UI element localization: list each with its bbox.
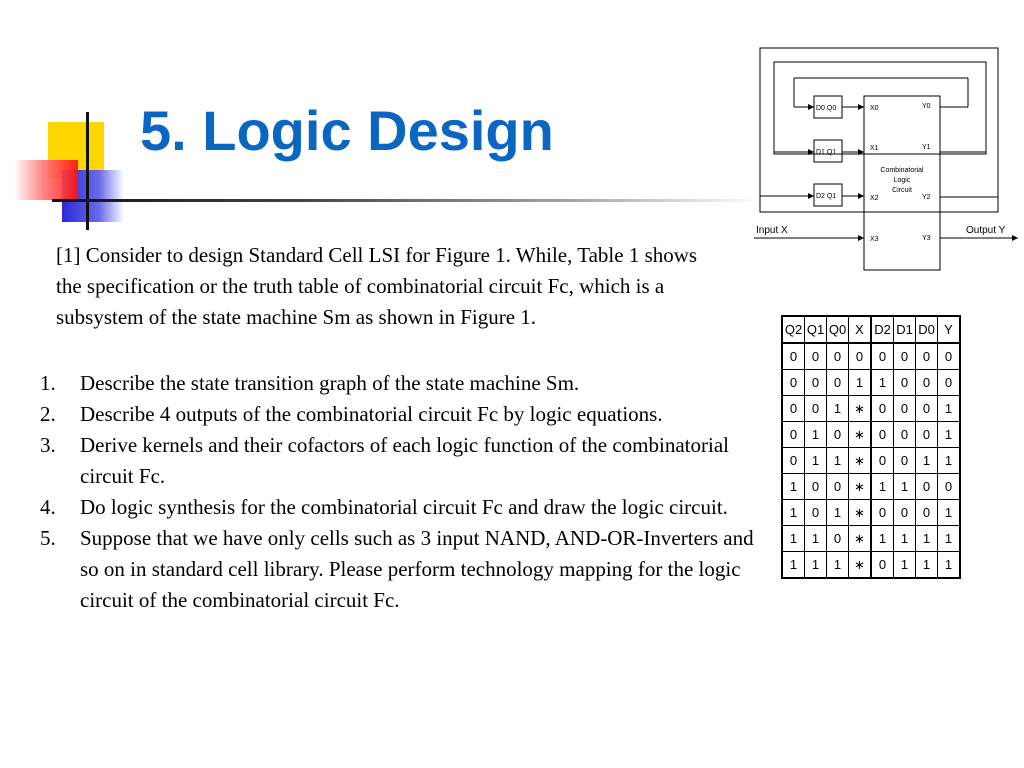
header-d1: D1 [894,316,916,343]
table-cell: 0 [827,422,849,448]
table-cell: 0 [805,370,827,396]
table-cell: 0 [938,474,961,500]
table-cell: 0 [805,343,827,370]
table-cell: 1 [938,526,961,552]
header-x: X [849,316,872,343]
task-item [36,523,771,616]
ff0-label: D0 Q0 [816,105,837,112]
table-cell: ∗ [849,552,872,579]
table-cell: 0 [849,343,872,370]
header-q2: Q2 [782,316,805,343]
table-cell: ∗ [849,396,872,422]
block-output-y2: Y2 [922,194,931,201]
task-item [36,399,771,430]
table-cell: ∗ [849,422,872,448]
output-y-label: Output Y [966,225,1006,236]
task-text: Derive kernels and their cofactors of each logic function of the combinatorial circuit Fc. [80,433,729,488]
input-x-label: Input X [756,225,788,236]
table-cell: ∗ [849,474,872,500]
task-list [36,368,771,616]
intro-paragraph: [1] Consider to design Standard Cell LSI for Figure 1. While, Table 1 shows the specification or the truth table of combinatorial circuit Fc, which is a subsystem of the state machine Sm as shown in Figure 1. [56,243,698,329]
ff1-label: D1 Q1 [816,149,837,156]
table-cell: 1 [938,396,961,422]
table-cell: 0 [827,343,849,370]
block-output-y1: Y1 [922,144,931,151]
table-cell: 0 [805,500,827,526]
table-cell: 1 [894,526,916,552]
block-output-y3: Y3 [922,235,931,242]
table-cell: 0 [894,422,916,448]
table-cell: 0 [894,396,916,422]
table-cell: 0 [916,396,938,422]
table-cell: 0 [827,526,849,552]
table-cell: 0 [782,370,805,396]
table-row [782,474,960,500]
table-cell: 1 [871,526,894,552]
table-cell: 1 [916,552,938,579]
table-cell: 0 [871,422,894,448]
table-cell: 1 [827,396,849,422]
block-label-line1: Combinatorial [880,167,924,174]
task-text: Do logic synthesis for the combinatorial circuit Fc and draw the logic circuit. [80,495,728,519]
table-cell: 1 [782,526,805,552]
table-cell: 1 [782,500,805,526]
header-d0: D0 [916,316,938,343]
task-number: 4. [40,495,56,519]
table-cell: ∗ [849,500,872,526]
table-cell: 0 [827,370,849,396]
table-row [782,343,960,370]
block-output-y0: Y0 [922,103,931,110]
table-cell: 0 [916,422,938,448]
table-row [782,500,960,526]
table-cell: 1 [916,448,938,474]
table-cell: 0 [827,474,849,500]
table-cell: 1 [938,422,961,448]
table-cell: 1 [849,370,872,396]
table-row [782,552,960,579]
state-machine-diagram [750,44,1022,274]
table-row [782,370,960,396]
task-item [36,368,771,399]
table-cell: 0 [871,396,894,422]
block-input-x2: X2 [870,195,879,202]
truth-table [781,315,961,579]
logo-square-red [14,160,78,200]
table-cell: 1 [805,448,827,474]
block-input-x0: X0 [870,105,879,112]
table-cell: 1 [871,370,894,396]
task-item [36,492,771,523]
table-cell: 1 [894,552,916,579]
table-cell: 0 [916,474,938,500]
header-y: Y [938,316,961,343]
task-text: Describe the state transition graph of the state machine Sm. [80,371,580,395]
task-item [36,430,771,492]
task-text: Suppose that we have only cells such as 3 input NAND, AND-OR-Inverters and so on in standard cell library. Please perform technology mapping for the logic circuit of the combinatorial circuit Fc. [80,526,754,612]
table-cell: 1 [938,448,961,474]
table-cell: 1 [782,474,805,500]
table-cell: 0 [782,422,805,448]
table-cell: 0 [916,370,938,396]
table-row [782,422,960,448]
header-d2: D2 [871,316,894,343]
table-cell: 1 [827,500,849,526]
header-q1: Q1 [805,316,827,343]
table-cell: 0 [894,343,916,370]
table-cell: 0 [805,396,827,422]
table-cell: 0 [938,370,961,396]
table-cell: 1 [871,474,894,500]
block-input-x3: X3 [870,236,879,243]
table-row [782,448,960,474]
task-number: 5. [40,526,56,550]
table-cell: 0 [916,343,938,370]
block-label-line3: Circuit [892,187,912,194]
slide-title: 5. Logic Design [140,99,554,162]
task-text: Describe 4 outputs of the combinatorial circuit Fc by logic equations. [80,402,663,426]
table-cell: 1 [894,474,916,500]
table-cell: 1 [916,526,938,552]
title-underline [52,199,762,202]
table-cell: 1 [938,500,961,526]
table-cell: 0 [782,448,805,474]
table-cell: 0 [871,343,894,370]
truth-table-header [782,316,960,343]
table-cell: 0 [805,474,827,500]
table-cell: 1 [782,552,805,579]
block-input-x1: X1 [870,145,879,152]
table-cell: 0 [894,370,916,396]
table-cell: 1 [805,552,827,579]
table-cell: ∗ [849,448,872,474]
table-cell: 1 [827,552,849,579]
table-cell: 1 [805,526,827,552]
table-cell: 1 [805,422,827,448]
ff2-label: D2 Q1 [816,193,837,200]
task-number: 2. [40,402,56,426]
table-cell: 0 [871,500,894,526]
table-cell: 0 [871,552,894,579]
table-cell: 0 [782,343,805,370]
table-cell: 1 [938,552,961,579]
logo-vertical-line [86,112,89,230]
table-cell: 0 [938,343,961,370]
header-q0: Q0 [827,316,849,343]
task-number: 1. [40,371,56,395]
table-cell: 0 [782,396,805,422]
table-row [782,526,960,552]
table-cell: 0 [871,448,894,474]
table-cell: ∗ [849,526,872,552]
table-cell: 0 [894,448,916,474]
table-cell: 1 [827,448,849,474]
block-label-line2: Logic [893,177,911,184]
table-cell: 0 [894,500,916,526]
task-number: 3. [40,433,56,457]
table-cell: 0 [916,500,938,526]
table-row [782,396,960,422]
